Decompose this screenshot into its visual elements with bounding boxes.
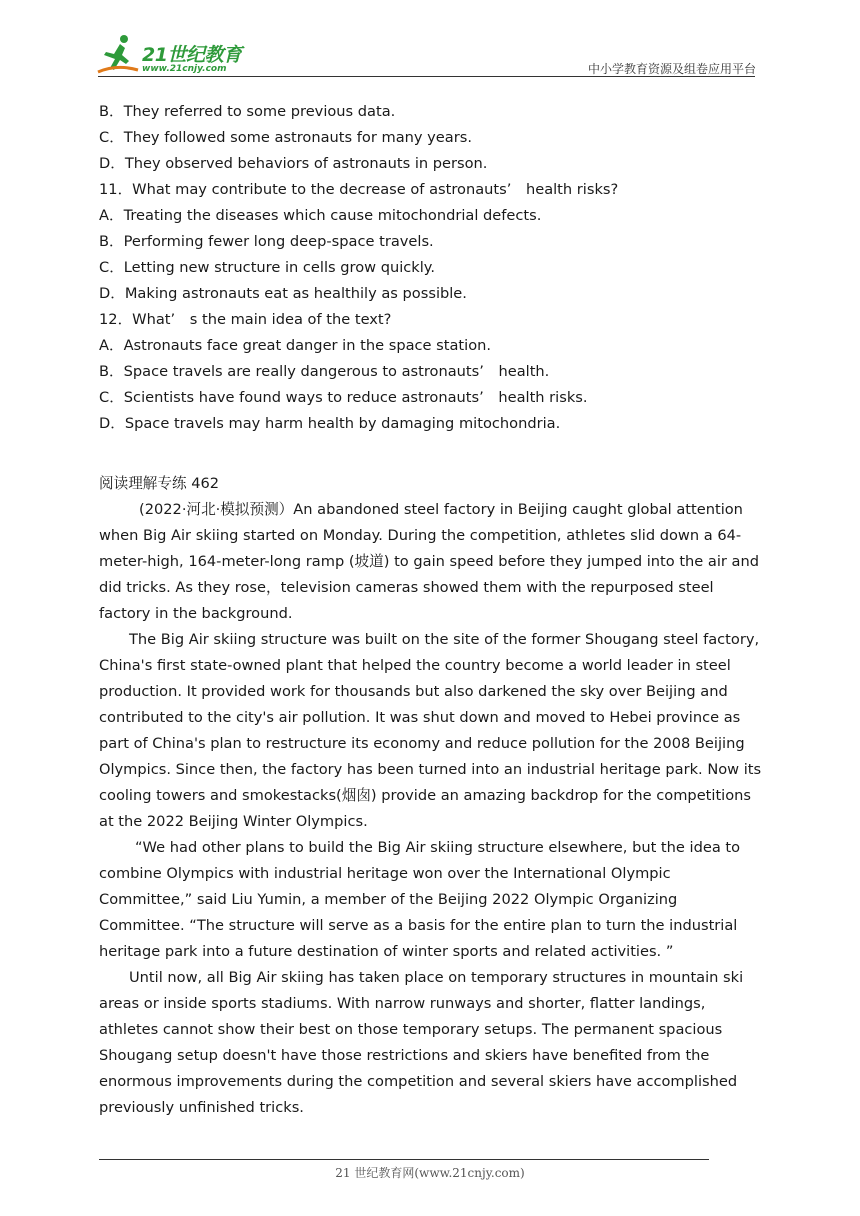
option-line: D．They observed behaviors of astronauts in person. (99, 155, 488, 172)
option-line: D．Making astronauts eat as healthily as possible. (99, 285, 467, 302)
header-divider (98, 76, 755, 77)
platform-title: 中小学教育资源及组卷应用平台 (587, 62, 756, 76)
passage-paragraph: The Big Air skiing structure was built on the site of the former Shougang steel factory, China's first state-owned plant that helped the country become a world leader in steel production. It provided work for thousands but also darkened the sky over Beijing and contributed to the city's air pollution. It was shut down and moved to Hebei province as part of China's plan to restructure its economy and reduce pollution for the 2008 Beijing Olympics. Since then, the factory has been turned into an industrial heritage park. Now its cooling towers and smokestacks(烟囱) provide an amazing backdrop for the competitions at the 2022 Beijing Winter Olympics. (99, 631, 762, 830)
runner-logo-icon (94, 34, 140, 74)
option-line: B．Performing fewer long deep-space travels. (99, 233, 434, 250)
page-footer: 21 世纪教育网(www.21cnjy.com) (335, 1166, 525, 1180)
reading-passage (99, 497, 764, 1121)
document-body (99, 99, 764, 1121)
passage-paragraph: Until now, all Big Air skiing has taken place on temporary structures in mountain ski areas or inside sports stadiums. With narrow runways and shorter, flatter landings, athletes cannot show their best on those temporary setups. The permanent spacious Shougang setup doesn't have those restrictions and skiers have benefited from the enormous improvements during the competition and several skiers have accomplished previously unfinished tricks. (99, 969, 744, 1116)
logo-text: 21世纪教育 (142, 44, 242, 66)
option-line: A．Treating the diseases which cause mitochondrial defects. (99, 207, 542, 224)
logo (94, 34, 264, 78)
passage-paragraph: “We had other plans to build the Big Air skiing structure elsewhere, but the idea to combine Olympics with industrial heritage won over the International Olympic Committee,” said Liu Yumin, a member of the Beijing 2022 Olympic Organizing Committee. “The structure will serve as a basis for the entire plan to turn the industrial heritage park into a future destination of winter sports and related activities. ” (99, 839, 741, 960)
question-line: 11．What may contribute to the decrease of astronauts’ health risks? (99, 181, 619, 198)
section-title: 阅读理解专练 462 (99, 475, 220, 492)
question-line: 12．What’ s the main idea of the text? (99, 311, 392, 328)
option-line: C．They followed some astronauts for many years. (99, 129, 472, 146)
option-line: C．Letting new structure in cells grow quickly. (99, 259, 435, 276)
footer-divider (99, 1159, 709, 1160)
option-line: A．Astronauts face great danger in the space station. (99, 337, 492, 354)
option-line: B．They referred to some previous data. (99, 103, 396, 120)
option-line: C．Scientists have found ways to reduce astronauts’ health risks. (99, 389, 588, 406)
passage-paragraph: (2022·河北·模拟预测）An abandoned steel factory in Beijing caught global attention when Big Air skiing started on Monday. During the competition, athletes slid down a 64-meter-high, 164-meter-long ramp (坡道) to gain speed before they jumped into the air and did tricks. As they rose，television cameras showed them with the repurposed steel factory in the background. (99, 501, 760, 622)
option-line: D．Space travels may harm health by damaging mitochondria. (99, 415, 561, 432)
spacer (99, 437, 764, 463)
page-header (0, 0, 860, 80)
option-line: B．Space travels are really dangerous to astronauts’ health. (99, 363, 550, 380)
logo-url: www.21cnjy.com (142, 64, 227, 74)
